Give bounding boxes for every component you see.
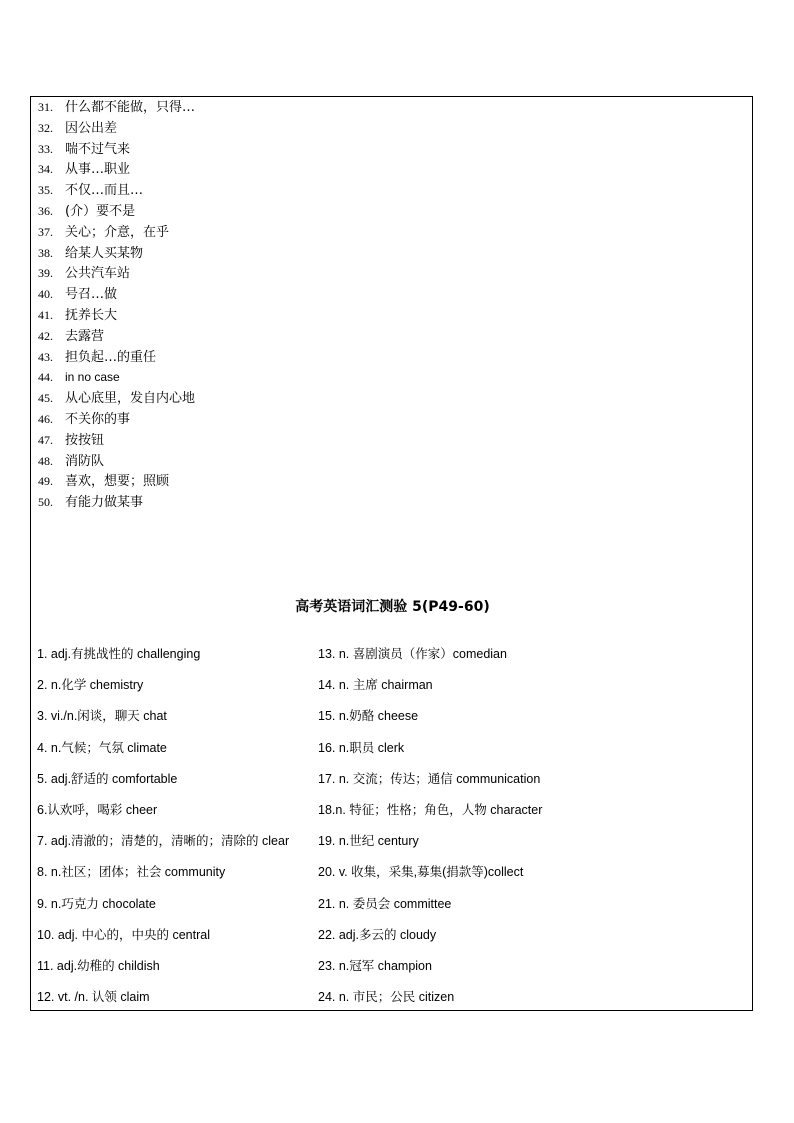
list-item [38, 388, 195, 409]
vocab-row [37, 923, 749, 954]
item-text: 按按钮 [65, 432, 105, 448]
list-item [38, 222, 195, 243]
item-text: 不关你的事 [65, 411, 131, 427]
item-text: in no case [65, 370, 120, 385]
vocab-entry-right: 20. v. 收集，采集,募集(捐款等)collect [318, 865, 524, 880]
list-item [38, 159, 195, 180]
item-number: 45. [38, 391, 53, 406]
item-number: 41. [38, 307, 53, 322]
vocab-entry-left: 2. n.化学 chemistry [37, 678, 144, 693]
item-text: 喘不过气来 [65, 141, 131, 157]
item-text: 去露营 [65, 328, 105, 344]
vocab-row [37, 829, 749, 860]
vocab-entry-left: 6.认欢呼，喝彩 cheer [37, 802, 158, 817]
list-item [38, 284, 195, 305]
vocab-entry-right: 19. n.世纪 century [318, 834, 419, 849]
vocab-row [37, 642, 749, 673]
item-number: 40. [38, 287, 53, 302]
list-item [38, 492, 195, 513]
item-text: 担负起…的重任 [65, 349, 157, 365]
item-number: 35. [38, 183, 53, 198]
item-number: 43. [38, 349, 53, 364]
list-item [38, 347, 195, 368]
item-number: 33. [38, 141, 53, 156]
list-item [38, 430, 195, 451]
vocab-row [37, 673, 749, 704]
vocab-entry-right: 22. adj.多云的 cloudy [318, 927, 437, 942]
vocab-row [37, 767, 749, 798]
vocab-entry-left: 10. adj. 中心的，中央的 central [37, 927, 210, 942]
vocab-row [37, 892, 749, 923]
list-item [38, 471, 195, 492]
vocab-entry-left: 12. vt. /n. 认领 claim [37, 990, 150, 1005]
item-text: 关心；介意，在乎 [65, 224, 170, 240]
item-number: 37. [38, 224, 53, 239]
list-item [38, 326, 195, 347]
list-item [38, 263, 195, 284]
vocab-entry-right: 13. n. 喜剧演员（作家）comedian [318, 647, 507, 661]
vocab-row [37, 985, 749, 1016]
item-text: 喜欢，想要；照顾 [65, 474, 170, 490]
vocab-entry-left: 8. n.社区；团体；社会 community [37, 865, 226, 880]
item-text: 从事…职业 [65, 162, 131, 178]
test-title: 高考英语词汇测验 5(P49-60) [295, 599, 490, 615]
list-item [38, 180, 195, 201]
list-item [38, 201, 195, 222]
item-text: 消防队 [65, 453, 105, 469]
item-number: 47. [38, 432, 53, 447]
item-text: 因公出差 [65, 120, 118, 136]
vocab-entry-left: 3. vi./n.闲谈，聊天 chat [37, 709, 167, 724]
item-number: 31. [38, 100, 53, 114]
vocab-entry-left: 4. n.气候；气氛 climate [37, 740, 167, 755]
item-text: 什么都不能做，只得… [65, 100, 196, 115]
list-item [38, 409, 195, 430]
list-item [38, 97, 195, 118]
document-frame [30, 96, 753, 1011]
vocab-row [37, 736, 749, 767]
vocab-entry-right: 24. n. 市民；公民 citizen [318, 990, 455, 1005]
item-number: 38. [38, 245, 53, 260]
vocab-row [37, 954, 749, 985]
list-item [38, 305, 195, 326]
item-number: 36. [38, 203, 53, 218]
item-number: 50. [38, 495, 53, 510]
vocab-entry-left: 9. n.巧克力 chocolate [37, 896, 156, 911]
item-number: 42. [38, 328, 53, 343]
vocab-row [37, 798, 749, 829]
item-number: 48. [38, 453, 53, 468]
vocab-entry-right: 15. n.奶酪 cheese [318, 709, 419, 724]
vocab-entry-right: 23. n.冠军 champion [318, 958, 432, 973]
list-item [38, 367, 195, 388]
item-number: 34. [38, 162, 53, 177]
vocab-entry-right: 18.n. 特征；性格；角色，人物 character [318, 802, 543, 817]
list-item [38, 139, 195, 160]
vocab-grid [37, 642, 749, 1016]
item-text: 公共汽车站 [65, 266, 131, 282]
vocab-entry-left: 1. adj.有挑战性的 challenging [37, 647, 201, 661]
vocab-entry-left: 7. adj.清澈的；清楚的，清晰的；清除的 clear [37, 834, 290, 849]
item-text: 号召…做 [65, 287, 118, 303]
item-text: 不仅…而且… [65, 183, 144, 199]
vocab-entry-left: 5. adj.舒适的 comfortable [37, 771, 178, 786]
vocab-entry-right: 21. n. 委员会 committee [318, 896, 452, 911]
list-item [38, 118, 195, 139]
item-text: (介）要不是 [65, 203, 136, 219]
item-text: 给某人买某物 [65, 245, 144, 261]
item-text: 从心底里，发自内心地 [65, 391, 196, 407]
phrase-list [38, 97, 195, 513]
list-item [38, 451, 195, 472]
vocab-row [37, 860, 749, 891]
vocab-row [37, 704, 749, 735]
item-number: 44. [38, 370, 53, 385]
item-number: 39. [38, 266, 53, 281]
item-number: 46. [38, 411, 53, 426]
vocab-entry-right: 14. n. 主席 chairman [318, 678, 433, 693]
vocab-entry-right: 16. n.职员 clerk [318, 740, 405, 755]
item-number: 49. [38, 474, 53, 489]
vocab-entry-right: 17. n. 交流；传达；通信 communication [318, 771, 541, 786]
vocab-entry-left: 11. adj.幼稚的 childish [37, 958, 160, 973]
item-number: 32. [38, 120, 53, 135]
list-item [38, 243, 195, 264]
item-text: 有能力做某事 [65, 495, 144, 511]
item-text: 抚养长大 [65, 307, 118, 323]
